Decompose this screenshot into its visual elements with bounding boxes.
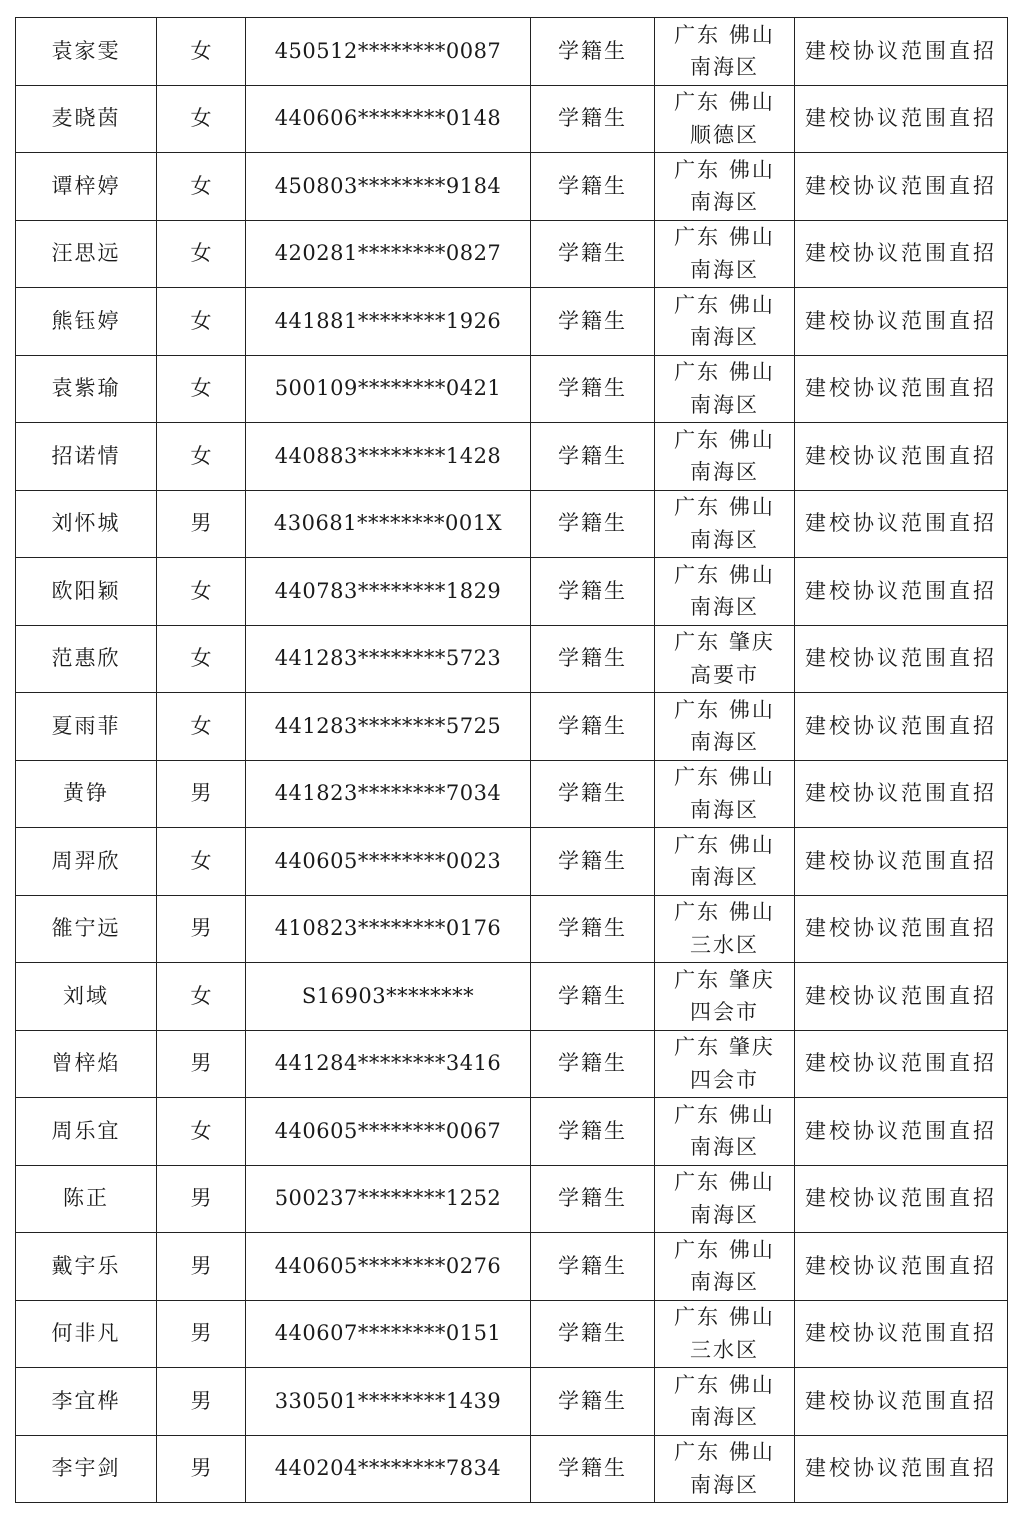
student-type: 学籍生 xyxy=(531,693,655,761)
table-row xyxy=(16,220,1008,288)
student-type: 学籍生 xyxy=(531,355,655,423)
admission-method: 建校协议范围直招 xyxy=(795,963,1008,1031)
table-row xyxy=(16,1300,1008,1368)
student-type: 学籍生 xyxy=(531,1165,655,1233)
student-id-number: 410823********0176 xyxy=(246,895,531,963)
region-province-city: 广东 肇庆 xyxy=(674,630,775,655)
student-region xyxy=(655,1233,795,1301)
admission-method: 建校协议范围直招 xyxy=(795,1435,1008,1503)
student-gender: 男 xyxy=(157,1368,246,1436)
region-province-city: 广东 佛山 xyxy=(674,427,775,452)
student-name: 曾梓焰 xyxy=(16,1030,157,1098)
region-district: 南海区 xyxy=(690,257,759,282)
student-type: 学籍生 xyxy=(531,1300,655,1368)
student-id-number: 441283********5723 xyxy=(246,625,531,693)
table-row xyxy=(16,693,1008,761)
region-district: 南海区 xyxy=(690,325,759,350)
student-region xyxy=(655,85,795,153)
student-region xyxy=(655,355,795,423)
student-roster-table xyxy=(15,17,1008,1503)
region-province-city: 广东 佛山 xyxy=(674,1170,775,1195)
student-id-number: 440204********7834 xyxy=(246,1435,531,1503)
student-region xyxy=(655,1368,795,1436)
region-province-city: 广东 佛山 xyxy=(674,562,775,587)
student-id-number: 440605********0276 xyxy=(246,1233,531,1301)
admission-method: 建校协议范围直招 xyxy=(795,1165,1008,1233)
admission-method: 建校协议范围直招 xyxy=(795,1368,1008,1436)
student-region xyxy=(655,693,795,761)
admission-method: 建校协议范围直招 xyxy=(795,558,1008,626)
admission-method: 建校协议范围直招 xyxy=(795,355,1008,423)
admission-method: 建校协议范围直招 xyxy=(795,85,1008,153)
table-row xyxy=(16,828,1008,896)
student-id-number: 440783********1829 xyxy=(246,558,531,626)
student-gender: 女 xyxy=(157,18,246,86)
region-province-city: 广东 佛山 xyxy=(674,90,775,115)
region-district: 南海区 xyxy=(690,1405,759,1430)
student-name: 夏雨菲 xyxy=(16,693,157,761)
student-id-number: 500109********0421 xyxy=(246,355,531,423)
table-row xyxy=(16,423,1008,491)
student-region xyxy=(655,1098,795,1166)
student-type: 学籍生 xyxy=(531,625,655,693)
student-gender: 男 xyxy=(157,1435,246,1503)
student-type: 学籍生 xyxy=(531,1098,655,1166)
student-name: 袁家雯 xyxy=(16,18,157,86)
admission-method: 建校协议范围直招 xyxy=(795,490,1008,558)
region-province-city: 广东 佛山 xyxy=(674,765,775,790)
student-type: 学籍生 xyxy=(531,288,655,356)
table-row xyxy=(16,18,1008,86)
region-province-city: 广东 佛山 xyxy=(674,495,775,520)
region-province-city: 广东 佛山 xyxy=(674,832,775,857)
student-region xyxy=(655,1435,795,1503)
admission-method: 建校协议范围直招 xyxy=(795,1098,1008,1166)
student-type: 学籍生 xyxy=(531,423,655,491)
student-gender: 女 xyxy=(157,423,246,491)
region-province-city: 广东 佛山 xyxy=(674,1440,775,1465)
region-province-city: 广东 佛山 xyxy=(674,22,775,47)
student-id-number: 450512********0087 xyxy=(246,18,531,86)
region-province-city: 广东 佛山 xyxy=(674,292,775,317)
region-district: 南海区 xyxy=(690,55,759,80)
table-row xyxy=(16,1368,1008,1436)
student-region xyxy=(655,490,795,558)
student-id-number: 441823********7034 xyxy=(246,760,531,828)
region-district: 南海区 xyxy=(690,460,759,485)
student-type: 学籍生 xyxy=(531,1368,655,1436)
student-gender: 男 xyxy=(157,490,246,558)
student-name: 汪思远 xyxy=(16,220,157,288)
region-district: 南海区 xyxy=(690,527,759,552)
student-type: 学籍生 xyxy=(531,895,655,963)
table-row xyxy=(16,355,1008,423)
student-name: 雒宁远 xyxy=(16,895,157,963)
admission-method: 建校协议范围直招 xyxy=(795,828,1008,896)
student-id-number: 430681********001X xyxy=(246,490,531,558)
student-region xyxy=(655,220,795,288)
admission-method: 建校协议范围直招 xyxy=(795,153,1008,221)
student-gender: 男 xyxy=(157,1165,246,1233)
region-district: 南海区 xyxy=(690,392,759,417)
region-province-city: 广东 佛山 xyxy=(674,900,775,925)
student-type: 学籍生 xyxy=(531,1435,655,1503)
student-type: 学籍生 xyxy=(531,220,655,288)
region-province-city: 广东 肇庆 xyxy=(674,967,775,992)
student-name: 李宜桦 xyxy=(16,1368,157,1436)
student-gender: 女 xyxy=(157,153,246,221)
admission-method: 建校协议范围直招 xyxy=(795,760,1008,828)
student-gender: 男 xyxy=(157,760,246,828)
student-region xyxy=(655,18,795,86)
student-id-number: 440607********0151 xyxy=(246,1300,531,1368)
student-region xyxy=(655,1300,795,1368)
student-type: 学籍生 xyxy=(531,1233,655,1301)
student-gender: 男 xyxy=(157,1233,246,1301)
student-type: 学籍生 xyxy=(531,760,655,828)
admission-method: 建校协议范围直招 xyxy=(795,1300,1008,1368)
student-name: 麦晓茵 xyxy=(16,85,157,153)
region-province-city: 广东 佛山 xyxy=(674,1372,775,1397)
student-id-number: 440605********0023 xyxy=(246,828,531,896)
admission-method: 建校协议范围直招 xyxy=(795,693,1008,761)
student-type: 学籍生 xyxy=(531,558,655,626)
student-type: 学籍生 xyxy=(531,1030,655,1098)
admission-method: 建校协议范围直招 xyxy=(795,288,1008,356)
student-gender: 男 xyxy=(157,1030,246,1098)
region-province-city: 广东 佛山 xyxy=(674,1237,775,1262)
region-district: 南海区 xyxy=(690,797,759,822)
region-district: 南海区 xyxy=(690,1270,759,1295)
region-district: 高要市 xyxy=(690,662,759,687)
region-province-city: 广东 佛山 xyxy=(674,157,775,182)
student-name: 周羿欣 xyxy=(16,828,157,896)
student-type: 学籍生 xyxy=(531,85,655,153)
student-id-number: 440606********0148 xyxy=(246,85,531,153)
region-district: 南海区 xyxy=(690,865,759,890)
region-district: 顺德区 xyxy=(690,122,759,147)
table-row xyxy=(16,288,1008,356)
student-id-number: 440605********0067 xyxy=(246,1098,531,1166)
student-region xyxy=(655,558,795,626)
student-gender: 女 xyxy=(157,963,246,1031)
admission-method: 建校协议范围直招 xyxy=(795,220,1008,288)
student-name: 范惠欣 xyxy=(16,625,157,693)
region-district: 四会市 xyxy=(690,1000,759,1025)
student-gender: 女 xyxy=(157,693,246,761)
student-id-number: 420281********0827 xyxy=(246,220,531,288)
student-name: 招诺情 xyxy=(16,423,157,491)
student-region xyxy=(655,153,795,221)
student-gender: 女 xyxy=(157,1098,246,1166)
region-district: 南海区 xyxy=(690,1472,759,1497)
region-district: 四会市 xyxy=(690,1067,759,1092)
region-province-city: 广东 佛山 xyxy=(674,1305,775,1330)
region-district: 南海区 xyxy=(690,1135,759,1160)
region-district: 南海区 xyxy=(690,190,759,215)
student-id-number: 500237********1252 xyxy=(246,1165,531,1233)
region-district: 南海区 xyxy=(690,595,759,620)
student-type: 学籍生 xyxy=(531,18,655,86)
student-region xyxy=(655,625,795,693)
table-row xyxy=(16,490,1008,558)
student-name: 熊钰婷 xyxy=(16,288,157,356)
student-name: 刘怀城 xyxy=(16,490,157,558)
student-name: 戴宇乐 xyxy=(16,1233,157,1301)
student-region xyxy=(655,423,795,491)
student-name: 黄铮 xyxy=(16,760,157,828)
region-province-city: 广东 佛山 xyxy=(674,697,775,722)
student-gender: 女 xyxy=(157,828,246,896)
region-district: 三水区 xyxy=(690,932,759,957)
admission-method: 建校协议范围直招 xyxy=(795,423,1008,491)
student-id-number: 330501********1439 xyxy=(246,1368,531,1436)
table-row xyxy=(16,895,1008,963)
table-row xyxy=(16,1233,1008,1301)
table-row xyxy=(16,1030,1008,1098)
student-type: 学籍生 xyxy=(531,963,655,1031)
student-id-number: S16903******** xyxy=(246,963,531,1031)
region-province-city: 广东 佛山 xyxy=(674,1102,775,1127)
student-type: 学籍生 xyxy=(531,828,655,896)
student-name: 袁紫瑜 xyxy=(16,355,157,423)
student-id-number: 441881********1926 xyxy=(246,288,531,356)
student-name: 谭梓婷 xyxy=(16,153,157,221)
table-row xyxy=(16,1165,1008,1233)
region-district: 南海区 xyxy=(690,730,759,755)
student-type: 学籍生 xyxy=(531,153,655,221)
student-gender: 女 xyxy=(157,625,246,693)
admission-method: 建校协议范围直招 xyxy=(795,1233,1008,1301)
student-region xyxy=(655,1165,795,1233)
student-id-number: 450803********9184 xyxy=(246,153,531,221)
table-row xyxy=(16,760,1008,828)
student-region xyxy=(655,828,795,896)
student-gender: 男 xyxy=(157,1300,246,1368)
region-province-city: 广东 肇庆 xyxy=(674,1035,775,1060)
student-gender: 女 xyxy=(157,220,246,288)
region-province-city: 广东 佛山 xyxy=(674,360,775,385)
student-gender: 女 xyxy=(157,558,246,626)
table-row xyxy=(16,1435,1008,1503)
student-name: 欧阳颖 xyxy=(16,558,157,626)
region-district: 三水区 xyxy=(690,1337,759,1362)
student-region xyxy=(655,760,795,828)
student-gender: 女 xyxy=(157,355,246,423)
student-name: 陈正 xyxy=(16,1165,157,1233)
student-region xyxy=(655,288,795,356)
student-gender: 男 xyxy=(157,895,246,963)
student-region xyxy=(655,1030,795,1098)
student-id-number: 440883********1428 xyxy=(246,423,531,491)
student-type: 学籍生 xyxy=(531,490,655,558)
table-row xyxy=(16,558,1008,626)
admission-method: 建校协议范围直招 xyxy=(795,18,1008,86)
student-id-number: 441283********5725 xyxy=(246,693,531,761)
student-name: 刘域 xyxy=(16,963,157,1031)
table-row xyxy=(16,153,1008,221)
student-name: 周乐宜 xyxy=(16,1098,157,1166)
region-province-city: 广东 佛山 xyxy=(674,225,775,250)
admission-method: 建校协议范围直招 xyxy=(795,625,1008,693)
table-row xyxy=(16,1098,1008,1166)
table-row xyxy=(16,963,1008,1031)
table-row xyxy=(16,625,1008,693)
table-row xyxy=(16,85,1008,153)
admission-method: 建校协议范围直招 xyxy=(795,895,1008,963)
region-district: 南海区 xyxy=(690,1202,759,1227)
student-id-number: 441284********3416 xyxy=(246,1030,531,1098)
student-region xyxy=(655,895,795,963)
roster-body xyxy=(16,18,1008,1503)
student-gender: 女 xyxy=(157,288,246,356)
student-gender: 女 xyxy=(157,85,246,153)
student-name: 李宇剑 xyxy=(16,1435,157,1503)
student-name: 何非凡 xyxy=(16,1300,157,1368)
student-region xyxy=(655,963,795,1031)
admission-method: 建校协议范围直招 xyxy=(795,1030,1008,1098)
